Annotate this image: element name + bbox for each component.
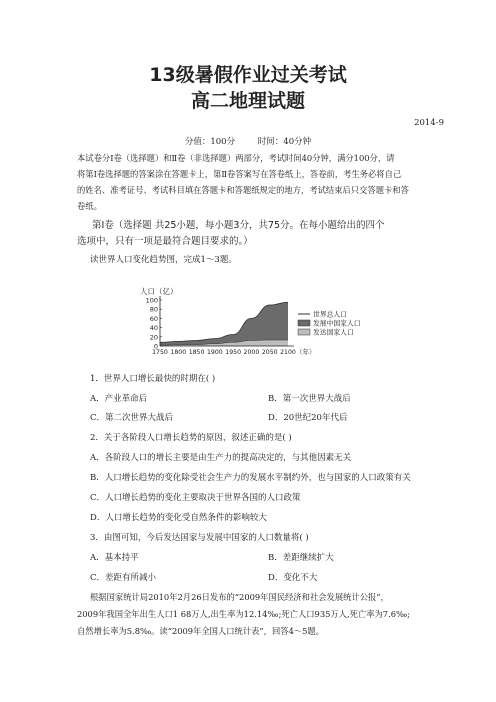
y-tick-label: 60 bbox=[149, 314, 158, 323]
q1-option-c: C．第二次世界大战后 bbox=[90, 413, 174, 423]
exam-meta bbox=[0, 135, 496, 147]
y-tick-label: 40 bbox=[149, 324, 158, 333]
x-tick-label: 2000 bbox=[243, 349, 260, 356]
x-tick-label: 2050 bbox=[261, 349, 278, 356]
legend-swatch-developed bbox=[298, 329, 310, 335]
score-info: 分值：100分 bbox=[184, 137, 236, 147]
x-axis-label: （年） bbox=[296, 348, 316, 356]
x-tick-label: 1900 bbox=[206, 349, 223, 356]
q1-option-a: A．产业革命后 bbox=[90, 394, 148, 404]
x-tick-label: 1850 bbox=[188, 349, 205, 356]
intro-q4-5-line-3: 自然增长率为5.8‰。读“2009年全国人口统计表”，回答4～5题。 bbox=[77, 626, 325, 636]
y-axis-label: 人口（亿） bbox=[140, 287, 178, 296]
q2-option-b: B．人口增长趋势的变化除受社会生产力的发展水平制约外，也与国家的人口政策有关 bbox=[90, 473, 411, 483]
intro-q4-5-line-1: 根据国家统计局2010年2月26日发布的“2009年国民经济和社会发展统计公报”， bbox=[90, 592, 389, 602]
developing-area bbox=[160, 302, 288, 346]
instructions-line-3: 的姓名、准考证号、考试科目填在答题卡和答题纸规定的地方，考试结束后只交答题卡和答 bbox=[77, 185, 409, 195]
q2-option-c: C．人口增长趋势的变化主要取决于世界各国的人口政策 bbox=[90, 493, 301, 503]
x-tick-label: 1800 bbox=[170, 349, 187, 356]
population-chart bbox=[140, 286, 370, 358]
q2-option-a: A．各阶段人口的增长主要是由生产力的提高决定的，与其他因素无关 bbox=[90, 453, 352, 463]
population-chart-svg bbox=[140, 286, 370, 358]
legend-label: 世界总人口 bbox=[313, 310, 347, 319]
legend-label: 发达国家人口 bbox=[313, 328, 354, 337]
q3-stem: 3．由图可知，今后发达国家与发展中国家的人口数量将( ) bbox=[90, 533, 309, 543]
q1-option-b: B．第一次世界大战后 bbox=[268, 394, 351, 404]
legend-label: 发展中国家人口 bbox=[313, 319, 361, 328]
exam-title: 13级暑假作业过关考试 bbox=[149, 64, 347, 86]
y-tick-label: 0 bbox=[153, 342, 158, 351]
time-info: 时间：40分钟 bbox=[257, 137, 312, 147]
x-tick-label: 1950 bbox=[225, 349, 242, 356]
q3-option-b: B．差距继续扩大 bbox=[268, 553, 334, 563]
exam-date: 2014-9 bbox=[414, 118, 444, 128]
intro-q4-5-line-2: 2009年我国全年出生人口1 68万人,出生率为12.14‰;死亡人口935万人,死亡率为7.6‰; bbox=[77, 609, 410, 619]
y-tick-label: 100 bbox=[145, 296, 158, 305]
instructions-line-4: 卷纸。 bbox=[77, 201, 102, 211]
q3-option-d: D．变化不大 bbox=[268, 573, 318, 583]
instructions-line-1: 本试卷分Ⅰ卷（选择题）和Ⅱ卷（非选择题）两部分，考试时间40分钟，满分100分，请 bbox=[77, 153, 395, 163]
x-tick-label: 1750 bbox=[152, 349, 168, 356]
instructions-line-2: 将第Ⅰ卷选择题的答案涂在答题卡上，第Ⅱ卷答案写在答卷纸上，答卷前，考生务必将自己 bbox=[77, 169, 402, 179]
exam-subtitle: 高二地理试题 bbox=[190, 90, 305, 112]
y-tick-label: 20 bbox=[149, 333, 158, 342]
q3-option-a: A．基本持平 bbox=[90, 553, 139, 563]
intro-q1-3: 读世界人口变化趋势图，完成1～3题。 bbox=[90, 255, 237, 265]
q1-stem: 1．世界人口增长最快的时期在( ) bbox=[90, 374, 216, 384]
q2-stem: 2．关于各阶段人口增长趋势的原因，叙述正确的是( ) bbox=[90, 433, 292, 443]
y-tick-label: 80 bbox=[149, 305, 158, 314]
section1-heading-line2: 选项中，只有一项是最符合题目要求的。） bbox=[77, 236, 253, 247]
q2-option-d: D．人口增长趋势的变化受自然条件的影响较大 bbox=[90, 513, 267, 523]
x-tick-label: 2100 bbox=[280, 349, 296, 356]
q3-option-c: C．差距有所减小 bbox=[90, 573, 157, 583]
legend-swatch-developing bbox=[298, 320, 310, 326]
section1-heading-line1: 第Ⅰ卷（选择题 共25小题，每小题3分，共75分。在每小题给出的四个 bbox=[92, 220, 385, 231]
q1-option-d: D．20世纪20年代后 bbox=[268, 413, 348, 423]
